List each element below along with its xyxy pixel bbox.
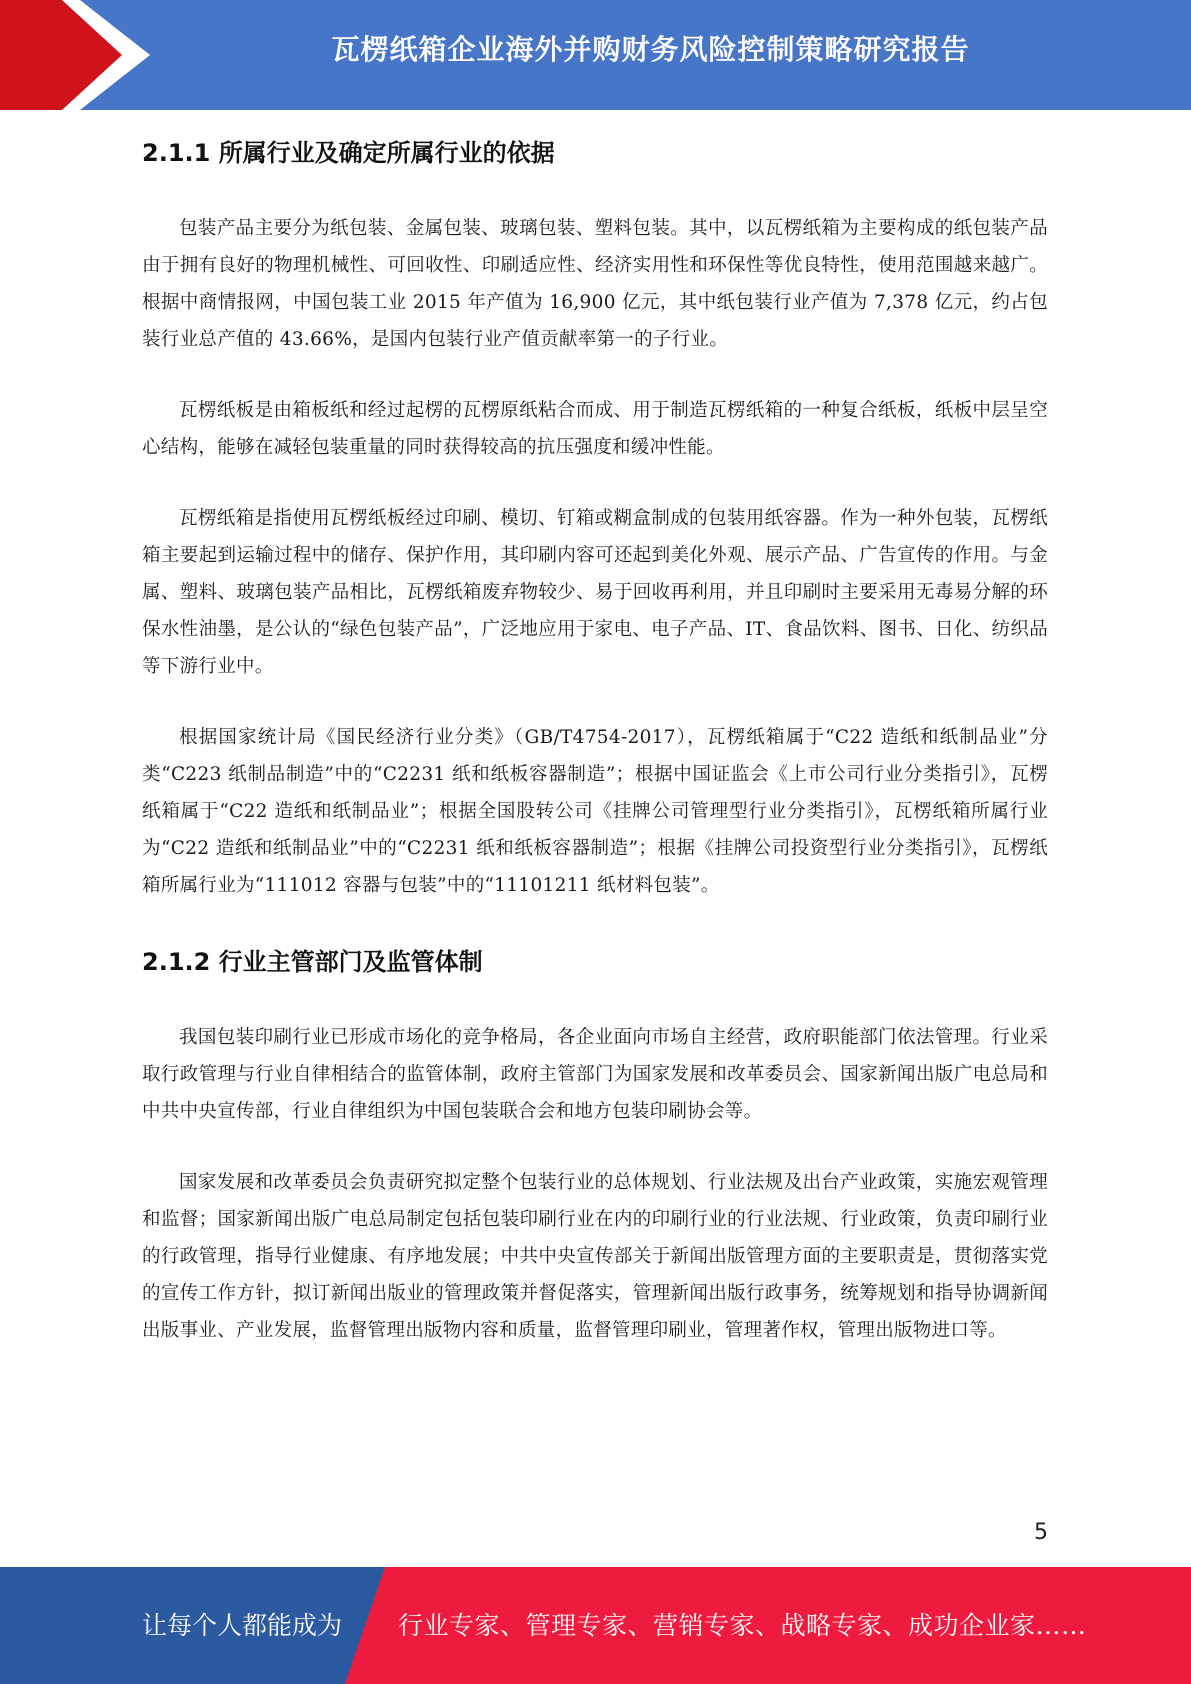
- page-number: 5: [1034, 1520, 1048, 1545]
- page-footer: [0, 1567, 1191, 1684]
- body-paragraph: 国家发展和改革委员会负责研究拟定整个包装行业的总体规划、行业法规及出台产业政策，实施宏观管理和监督；国家新闻出版广电总局制定包括包装印刷行业在内的印刷行业的行业法规、行业政策，负责印刷行业的行政管理，指导行业健康、有序地发展；中共中央宣传部关于新闻出版管理方面的主要职责是，贯彻落实党的宣传工作方针，拟订新闻出版业的管理政策并督促落实，管理新闻出版行政事务，统筹规划和指导协调新闻出版事业、产业发展，监督管理出版物内容和质量，监督管理印刷业，管理著作权，管理出版物进口等。: [142, 1172, 1048, 1341]
- body-paragraph: 根据国家统计局《国民经济行业分类》（GB/T4754-2017），瓦楞纸箱属于“C22 造纸和纸制品业”分类“C223 纸制品制造”中的“C2231 纸和纸板容器制造”；根据中国证监会《上市公司行业分类指引》，瓦楞纸箱属于“C22 造纸和纸制品业”；根据全国股转公司《挂牌公司管理型行业分类指引》，瓦楞纸箱所属行业为“C22 造纸和纸制品业”中的“C2231 纸和纸板容器制造”；根据《挂牌公司投资型行业分类指引》，瓦楞纸箱所属行业为“111012 容器与包装”中的“11101211 纸材料包装”。: [142, 727, 1048, 896]
- section-heading-2-1-2: 2.1.2 行业主管部门及监管体制: [142, 948, 483, 976]
- footer-slogan-left: 让每个人都能成为: [142, 1611, 343, 1640]
- section-heading-2-1-1: 2.1.1 所属行业及确定所属行业的依据: [142, 139, 555, 167]
- report-title: 瓦楞纸箱企业海外并购财务风险控制策略研究报告: [331, 33, 970, 66]
- page-body: [142, 125, 1048, 1383]
- header-arrow-decoration: [0, 0, 160, 110]
- body-paragraph: 瓦楞纸板是由箱板纸和经过起楞的瓦楞原纸粘合而成、用于制造瓦楞纸箱的一种复合纸板，纸板中层呈空心结构，能够在减轻包装重量的同时获得较高的抗压强度和缓冲性能。: [142, 400, 1048, 458]
- body-paragraph: 瓦楞纸箱是指使用瓦楞纸板经过印刷、模切、钉箱或糊盒制成的包装用纸容器。作为一种外包装，瓦楞纸箱主要起到运输过程中的储存、保护作用，其印刷内容可还起到美化外观、展示产品、广告宣传的作用。与金属、塑料、玻璃包装产品相比，瓦楞纸箱废弃物较少、易于回收再利用，并且印刷时主要采用无毒易分解的环保水性油墨，是公认的“绿色包装产品”，广泛地应用于家电、电子产品、IT、食品饮料、图书、日化、纺织品等下游行业中。: [142, 508, 1048, 677]
- footer-slogan-right: 行业专家、管理专家、营销专家、战略专家、成功企业家……: [398, 1611, 1087, 1640]
- body-paragraph: 包装产品主要分为纸包装、金属包装、玻璃包装、塑料包装。其中，以瓦楞纸箱为主要构成的纸包装产品由于拥有良好的物理机械性、可回收性、印刷适应性、经济实用性和环保性等优良特性，使用范围越来越广。根据中商情报网，中国包装工业 2015 年产值为 16,900 亿元，其中纸包装行业产值为 7,378 亿元，约占包装行业总产值的 43.66%，是国内包装行业产值贡献率第一的子行业。: [142, 218, 1048, 350]
- body-paragraph: 我国包装印刷行业已形成市场化的竞争格局，各企业面向市场自主经营，政府职能部门依法管理。行业采取行政管理与行业自律相结合的监管体制，政府主管部门为国家发展和改革委员会、国家新闻出版广电总局和中共中央宣传部，行业自律组织为中国包装联合会和地方包装印刷协会等。: [142, 1027, 1048, 1122]
- page-header: [0, 0, 1191, 110]
